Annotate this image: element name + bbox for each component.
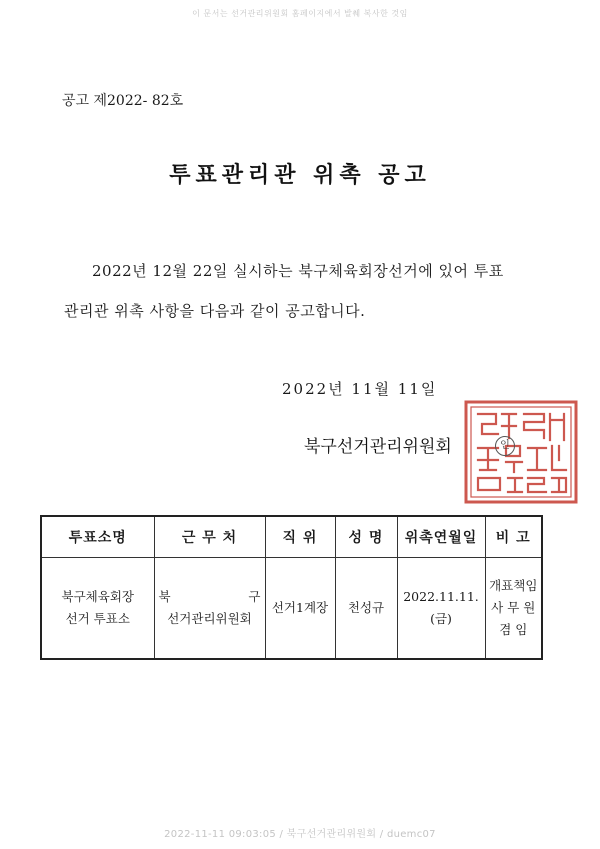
note-line-3: 겸 임 (499, 622, 528, 637)
cell-station (41, 558, 154, 660)
header-position: 직 위 (265, 516, 335, 558)
workplace-left: 북 (158, 589, 171, 604)
footer-watermark-note: 2022-11-11 09:03:05 / 북구선거관리위원회 / duemc07 (164, 829, 436, 840)
note-line-1: 개표책임 (489, 578, 538, 593)
cell-workplace (154, 558, 265, 660)
document-number: 공고 제2022- 82호 (62, 93, 184, 109)
appointment-date-line-2: (금) (430, 611, 452, 626)
seal-mark-circle: 인 (495, 436, 515, 456)
official-seal-stamp (462, 398, 580, 506)
organization-name: 북구선거관리위원회 (304, 437, 452, 457)
header-watermark-note: 이 문서는 선거관리위원회 홈페이지에서 발췌 복사한 것임 (192, 9, 408, 18)
announcement-date: 2022년 11월 11일 (282, 380, 438, 398)
cell-position: 선거1계장 (265, 558, 335, 660)
header-name: 성 명 (335, 516, 397, 558)
header-workplace: 근 무 처 (154, 516, 265, 558)
appointment-date-line-1: 2022.11.11. (403, 589, 479, 604)
note-line-2: 사 무 원 (491, 600, 536, 615)
cell-appointment-date (397, 558, 485, 660)
header-appointment-date: 위촉연월일 (397, 516, 485, 558)
appointment-table (40, 515, 543, 660)
station-line-1: 북구체육회장 (61, 589, 134, 604)
header-station: 투표소명 (41, 516, 154, 558)
document-title: 투표관리관 위촉 공고 (169, 163, 431, 188)
header-note: 비 고 (485, 516, 542, 558)
workplace-right: 구 (248, 589, 261, 604)
cell-note (485, 558, 542, 660)
station-line-2: 선거 투표소 (65, 611, 130, 626)
body-text-line-1: 2022년 12월 22일 실시하는 북구체육회장선거에 있어 투표 (92, 262, 504, 280)
table-row (41, 558, 542, 660)
workplace-line-2: 선거관리위원회 (167, 611, 252, 626)
table-header-row (41, 516, 542, 558)
body-text-line-2: 관리관 위촉 사항을 다음과 같이 공고합니다. (64, 302, 366, 320)
cell-name: 천성규 (335, 558, 397, 660)
